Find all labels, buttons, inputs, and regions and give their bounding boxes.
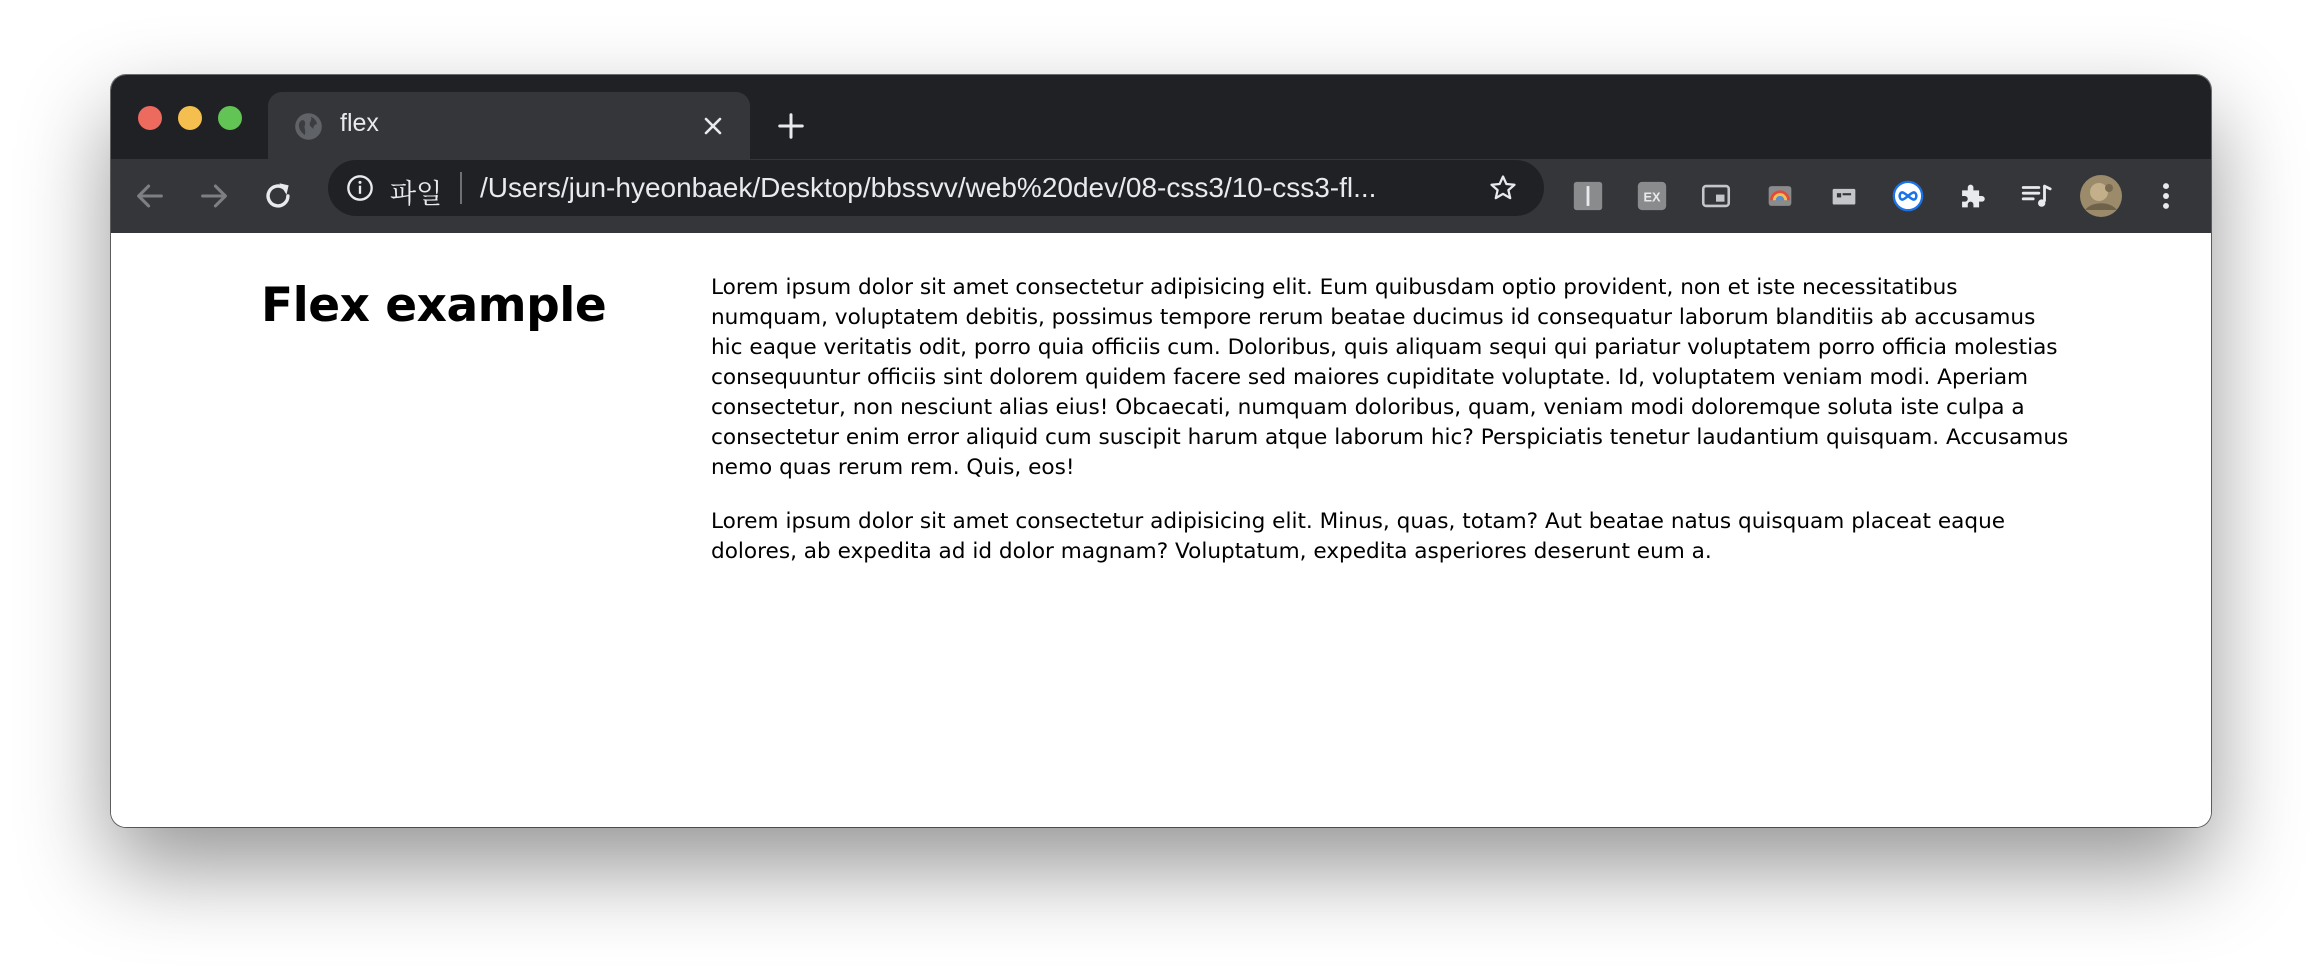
- ex-extension-icon[interactable]: [1635, 179, 1669, 213]
- close-icon[interactable]: [701, 114, 725, 138]
- profile-avatar[interactable]: [2079, 174, 2123, 218]
- omnibox-separator: [460, 172, 462, 204]
- paragraph-2: Lorem ipsum dolor sit amet consectetur adipisicing elit. Minus, quas, totam? Aut beatae natus quisquam placeat eaque dolores, ab expedita ad id dolor magnam? Voluptatum, expedita asperiores deserunt eum a.: [711, 509, 2006, 564]
- tab-strip: [111, 75, 2211, 159]
- site-info-chip[interactable]: 파일: [390, 179, 443, 210]
- tab-title: flex: [340, 109, 379, 137]
- plus-icon[interactable]: [776, 111, 806, 141]
- page-heading: Flex example: [261, 278, 607, 333]
- forward-arrow-icon[interactable]: [197, 179, 231, 213]
- address-bar[interactable]: [328, 160, 1544, 216]
- tab-flex[interactable]: [268, 92, 750, 159]
- text-column: [711, 273, 2071, 591]
- browser-window: [111, 75, 2211, 827]
- back-arrow-icon[interactable]: [133, 179, 167, 213]
- puzzle-extensions-icon[interactable]: [1955, 179, 1989, 213]
- more-menu-icon[interactable]: [2149, 179, 2183, 213]
- info-icon[interactable]: [346, 174, 374, 202]
- svg-text:EX: EX: [1643, 189, 1661, 205]
- reload-icon[interactable]: [261, 179, 295, 213]
- zoom-window-button[interactable]: [218, 106, 242, 130]
- minimize-window-button[interactable]: [178, 106, 202, 130]
- cast-extension-icon[interactable]: [1763, 179, 1797, 213]
- star-icon[interactable]: [1488, 173, 1518, 203]
- picture-in-picture-icon[interactable]: [1699, 179, 1733, 213]
- infinity-extension-icon[interactable]: [1891, 179, 1925, 213]
- url-text[interactable]: /Users/jun-hyeonbaek/Desktop/bbssvv/web%20dev/08-css3/10-css3-fl...: [480, 172, 1377, 203]
- i-beam-extension-icon[interactable]: [1571, 179, 1605, 213]
- paragraph-1: Lorem ipsum dolor sit amet consectetur adipisicing elit. Eum quibusdam optio provident, non et iste necessitatibus numquam, voluptatem debitis, possimus tempore rerum beatae ducimus id consequatur laborum blanditiis ab accusamus hic eaque veritatis odit, porro quia officiis cum. Doloribus, quis aliquam sequi qui pariatur voluptatem porro officia molestias consequuntur officiis sint dolorem quidem facere sed maiores cupiditate voluptate. Id, voluptatem veniam modi. Aperiam consectetur, non nesciunt alias eius! Obcaecati, numquam doloribus, quam, veniam modi doloremque soluta iste culpa a consectetur enim error aliquid cum suscipit harum atque laborum hic? Perspiciatis tenetur laudantium quisquam. Accusamus nemo quas rerum rem. Quis, eos!: [711, 275, 2069, 480]
- reading-list-icon[interactable]: [2019, 179, 2053, 213]
- page-content: [111, 233, 2211, 827]
- screen-capture-icon[interactable]: [1827, 179, 1861, 213]
- close-window-button[interactable]: [138, 106, 162, 130]
- globe-icon: [294, 112, 323, 141]
